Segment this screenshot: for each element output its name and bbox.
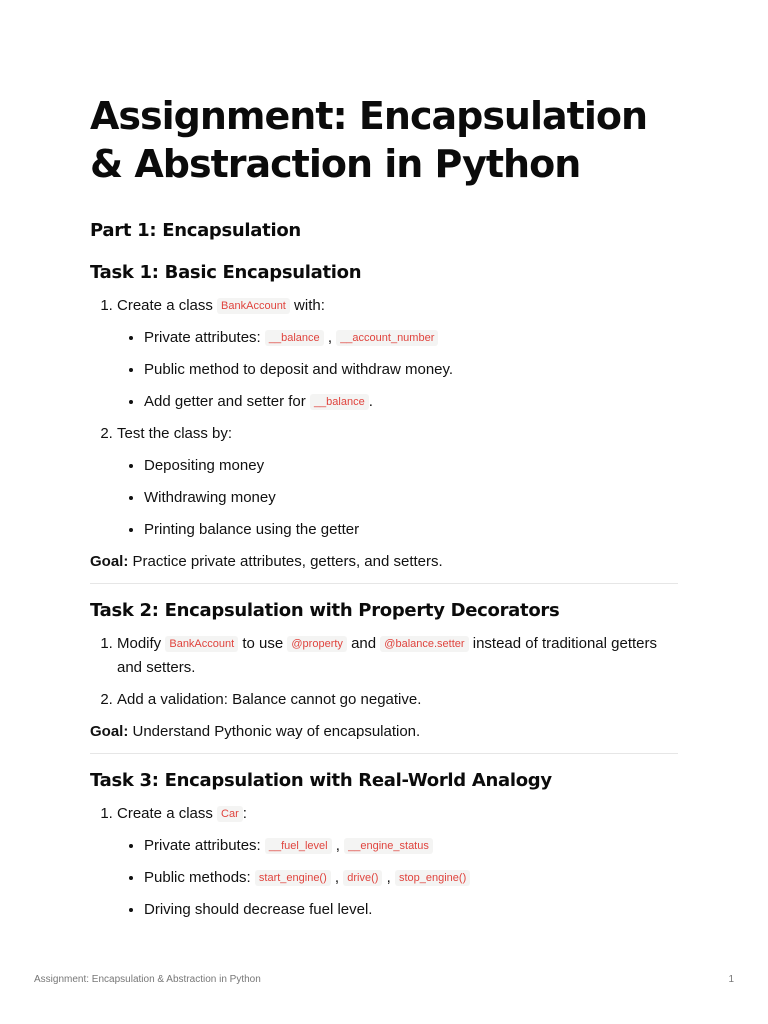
task-1-steps xyxy=(90,294,678,542)
document-title: Assignment: Encapsulation & Abstraction in Python xyxy=(90,94,648,186)
goal-text: Understand Pythonic way of encapsulation. xyxy=(128,723,421,740)
separator: , xyxy=(323,329,337,346)
part-1-heading: Part 1: Encapsulation xyxy=(90,220,301,241)
list-item xyxy=(144,834,678,858)
page-footer xyxy=(34,974,734,985)
task-1-step-1 xyxy=(117,294,678,414)
step-text: instead of traditional getters and setters. xyxy=(117,635,658,676)
goal-text: Practice private attributes, getters, and setters. xyxy=(128,553,443,570)
task-2-step-2: 2. Add a validation: Balance cannot go negative. xyxy=(117,688,678,712)
separator: , xyxy=(331,837,345,854)
separator: , xyxy=(382,869,395,886)
task-2-goal xyxy=(90,720,678,744)
step-text: Create a class xyxy=(117,297,218,314)
list-item xyxy=(144,390,678,414)
task-3-step-1 xyxy=(117,802,678,922)
step-text: to use xyxy=(238,635,288,652)
footer-title: Assignment: Encapsulation & Abstraction in Python xyxy=(34,974,261,985)
code-stop-engine: stop_engine() xyxy=(395,870,470,886)
bullet-text: Add getter and setter for xyxy=(144,393,310,410)
step-text: and xyxy=(346,635,381,652)
task-1-goal xyxy=(90,550,678,574)
code-fuel-level: __fuel_level xyxy=(265,838,332,854)
page-number: 1 xyxy=(728,974,734,985)
code-bankaccount: BankAccount xyxy=(217,298,290,314)
step-text: : xyxy=(242,805,247,822)
task-1-step-2-bullets xyxy=(117,454,678,542)
section-divider xyxy=(90,583,678,584)
step-text: Modify xyxy=(117,635,166,652)
task-3-heading: Task 3: Encapsulation with Real-World Analogy xyxy=(90,770,552,791)
code-bankaccount: BankAccount xyxy=(165,636,238,652)
code-engine-status: __engine_status xyxy=(344,838,433,854)
bullet-text: Private attributes: xyxy=(144,329,265,346)
code-account-number: __account_number xyxy=(336,330,438,346)
goal-label: Goal: xyxy=(90,723,129,740)
bullet-text: . xyxy=(368,393,373,410)
task-2-heading: Task 2: Encapsulation with Property Decorators xyxy=(90,600,560,621)
task-2-step-1 xyxy=(117,632,678,680)
document-page xyxy=(90,92,678,930)
task-1-heading: Task 1: Basic Encapsulation xyxy=(90,262,362,283)
list-item xyxy=(144,866,678,890)
list-item: • Driving should decrease fuel level. xyxy=(144,898,678,922)
code-balance-setter: @balance.setter xyxy=(380,636,468,652)
step-text: with: xyxy=(289,297,325,314)
code-car: Car xyxy=(217,806,243,822)
code-balance: __balance xyxy=(310,394,369,410)
list-item: • Public method to deposit and withdraw money. xyxy=(144,358,678,382)
code-start-engine: start_engine() xyxy=(255,870,331,886)
list-item xyxy=(144,326,678,350)
list-item: • Withdrawing money xyxy=(144,486,678,510)
code-balance: __balance xyxy=(265,330,324,346)
task-2-steps xyxy=(90,632,678,712)
step-text: Create a class xyxy=(117,805,218,822)
section-divider xyxy=(90,753,678,754)
task-3-steps xyxy=(90,802,678,922)
task-1-step-2 xyxy=(117,422,678,542)
separator: , xyxy=(330,869,344,886)
bullet-text: Public methods: xyxy=(144,869,255,886)
list-item: • Depositing money xyxy=(144,454,678,478)
code-property: @property xyxy=(287,636,347,652)
code-drive: drive() xyxy=(343,870,382,886)
task-1-step-1-bullets xyxy=(117,326,678,414)
bullet-text: Private attributes: xyxy=(144,837,265,854)
step-text: Test the class by: xyxy=(117,425,233,442)
goal-label: Goal: xyxy=(90,553,129,570)
task-3-step-1-bullets xyxy=(117,834,678,922)
list-item: • Printing balance using the getter xyxy=(144,518,678,542)
